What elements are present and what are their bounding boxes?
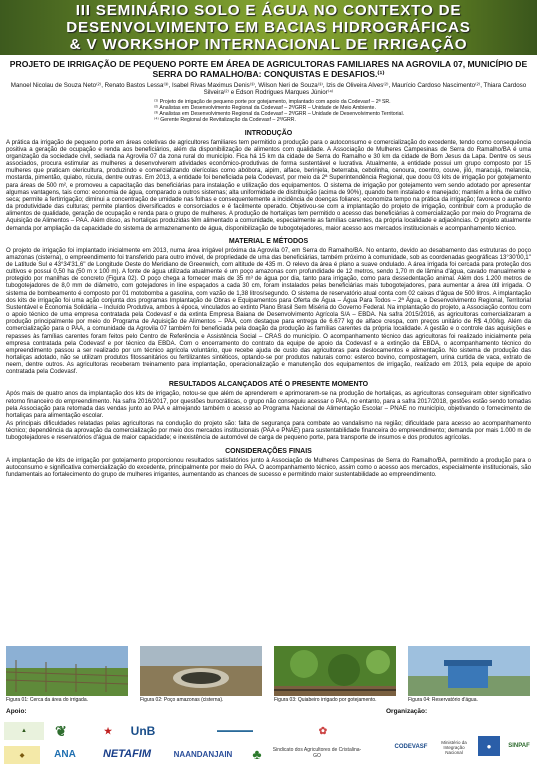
results-text-2: As principais dificuldades relatadas pelas agricultoras na condução do projeto são: falta de segurança para combate ao vandalismo na região; dificuldade para acesso ao acompanhamento técnico; dependência da aprovação da comercialização por meio dos mercados institucionais (PAA e PNAE) para sustentabilidade financeira do empreendimento; demanda por mais 1.000 m de tubogotejadores e reservatórios d'água de maior capacidade; e inexistência de automóvel de carga de pequeno porte, para transporte de insumos e dos produtos agrícolas. [6, 420, 531, 442]
sponsor-logo-1: ▲ [4, 722, 44, 740]
banner-line-3: & V WORKSHOP INTERNACIONAL DE IRRIGAÇÃO [69, 36, 468, 53]
figure-2-image [140, 646, 262, 696]
figure-4-caption: Figura 04: Reservatório d'água. [408, 697, 478, 703]
leaf-icon: ❦ [55, 722, 67, 739]
organization-label: Organização: [386, 708, 428, 715]
figure-3-image [274, 646, 396, 696]
ministerio-logo: Ministério da Integração Nacional [441, 739, 467, 755]
figure-3-caption: Figura 03: Quiabeiro irrigado por gotejamento. [274, 697, 377, 703]
poster-title: PROJETO DE IRRIGAÇÃO DE PEQUENO PORTE EM ÁREA DE AGRICULTORAS FAMILIARES NA AGROVILA 07, MUNICÍPIO DE SERRA DO RAMALHO/BA: CONQUISTAS E DESAFIOS.⁽¹⁾ [9, 59, 528, 79]
tree-icon: ♣ [252, 746, 262, 762]
sinpaf-logo: SINPAF [508, 743, 530, 749]
figure-4-photo [408, 646, 530, 696]
netafim-logo: NETAFIM [102, 748, 152, 760]
author-list: Manoel Nicolau de Souza Neto⁽²⁾, Renato Bastos Lessa⁽³⁾, Isabel Rivas Maximus Denis⁽³⁾, Wilson Neri de Souza⁽³⁾, Izis de Oliveira Alves⁽²⁾, Maurício Cardoso Nascimento⁽²⁾, Thiara Cardoso Silveira⁽²⁾ e Edson Rodrigues Marques Júnior⁽⁴⁾ [10, 82, 527, 97]
figure-4-image [408, 646, 530, 696]
figure-1-image [6, 646, 128, 696]
banner-line-2: DESENVOLVIMENTO EM BACIAS HIDROGRÁFICAS [66, 19, 471, 36]
note-4: ⁽⁴⁾ Gerente Regional de Revitalização da Codevasf – 2ª/GRR. [154, 117, 296, 124]
unb-logo: UnB [130, 724, 156, 738]
naandanjain-logo: NAANDANJAIN [173, 749, 233, 759]
results-heading: RESULTADOS ALCANÇADOS ATÉ O PRESENTE MOMENTO [168, 381, 369, 389]
br-logo: ● [478, 736, 500, 756]
sponsor-logo-6: ✿ [318, 725, 328, 737]
sindicato-logo: Sindicato dos Agricultores de Cristalina-GO [272, 747, 362, 759]
final-text: A implantação de kits de irrigação por gotejamento proporcionou resultados satisfatórios junto à Associação de Mulheres Campesinas de Serra do Ramalho/BA, permitindo a produção para o autoconsumo e significativa comercialização do excedente, principalmente por meio do PAA. O acompanhamento técnico, assim como o acesso aos mercados, especialmente institucionais, são fundamentais ao fortalecimento do grupo de mulheres irrigantes, aumentando as chances de sucesso e permitindo maior sustentabilidade ao empreendimento. [6, 456, 531, 478]
figure-2-caption: Figura 02: Poço amazonas (cisterna). [140, 697, 224, 703]
codevasf-logo: CODEVASF [394, 744, 428, 750]
affiliation-notes [154, 99, 531, 124]
methods-heading: MATERIAL E MÉTODOS [228, 237, 309, 245]
final-heading: CONSIDERAÇÕES FINAIS [225, 447, 312, 455]
figure-strip [6, 646, 531, 704]
sponsor-logo-3: ★ [103, 725, 113, 736]
intro-heading: INTRODUÇÃO [244, 129, 293, 137]
sponsor-logos [0, 718, 537, 766]
sponsor-logo-7: ◆ [4, 746, 40, 764]
note-2: ⁽²⁾ Analistas em Desenvolvimento Regional da Codevasf – 2ª/GRR – Unidade de Meio Ambiente. [154, 105, 376, 112]
figure-3-photo [274, 646, 396, 696]
note-3: ⁽³⁾ Analistas em Desenvolvimento Regional da Codevasf – 2ª/GRR – Unidade de Desenvolvimento Territorial. [154, 111, 405, 118]
figure-1-caption: Figura 01: Cerca da área do irrigada. [6, 697, 88, 703]
sponsor-banner: ▬▬▬▬▬▬ [217, 728, 253, 734]
support-label: Apoio: [6, 708, 27, 715]
intro-text: A prática da irrigação de pequeno porte em áreas coletivas de agricultores familiares tem permitido a produção para o autoconsumo e comercialização do excedente, tendo como consequência positiva a geração de ocupação e renda aos beneficiários, além da disponibilização de alimentos com qualidade. A Associação de Mulheres Campesinas de Serra do Ramalho/BA é uma organização da sociedade civil, sediada na Agrovila 07 da zona rural do município. Fica há 15 km da cidade de Serra do Ramalho e 30 km da cidade de Bom Jesus da Lapa. Dentre os seus associados, procura estimular as mulheres a desenvolverem atividades econômico-produtivas de forma sustentável e lucrativa. Atualmente, a entidade possui um grupo composto por 15 mulheres que praticam olericultura, produzindo e comercializando olerícolas como abóbora, aipim, alface, berinjela, beterraba, cebolinha, cenoura, coentro, couve, jiló, maracujá, melancia, mostarda, pimentão, quiabo, rúcula, dentre outras. Em 2013, a entidade foi beneficiada pela Codevasf, por meio da 2ª Superintendência Regional, que doou 03 kits de irrigação por gotejamento para áreas de 500 m², e promoveu a capacitação das beneficiárias para instalação e utilização dos equipamentos. O sistema de irrigação por gotejamento vem sendo adotado por apresentar algumas vantagens, tais como: economia de água, comparado a outros sistemas; alta uniformidade de distribuição (acima de 90%), quando bem instalado e manejado; mantém a linha de cultivo seca; permite a fertirrigação; diminui a concentração de umidade nas folhas e consequentemente a incidência de doenças foliares; economiza tempo na prática da irrigação; favorece o aumento da produtividade das culturas; permite plantios diversificados e consorciados e é facilmente operado. Objetivou-se com a implantação do projeto de irrigação, contribuir com a produção de alimentos de qualidade, geração de ocupação e renda para o grupo de mulheres. A produção de hortaliças tem permitido o acesso das beneficiárias à comercialização por meio do Programa de Aquisição de Alimentos – PAA. Além disso, as hortaliças produzidas têm alimentado a comunidade, especialmente as famílias carentes, da própria localidade e adjacências. O projeto atualmente demanda por ampliação da capacidade do sistema de armazenamento de água, disponibilização de tubogotejadores, maior acesso aos mercados institucionais e acompanhamento técnico. [6, 138, 531, 232]
banner-line-1: III SEMINÁRIO SOLO E ÁGUA NO CONTEXTO DE [75, 2, 462, 19]
figure-1-photo [6, 646, 128, 696]
event-banner [0, 0, 537, 55]
figure-2-photo [140, 646, 262, 696]
methods-text: O projeto de irrigação foi implantado inicialmente em 2013, numa área irrigável próxima da Agrovila 07, em Serra do Ramalho/BA. No entanto, devido ao desabamento das estruturas do poço amazonas (cisterna), o empreendimento foi transferido para outro imóvel, de propriedade de uma das beneficiárias, também próximo à comunidade, sob as coordenadas geográficas 13°30'00,1'' de Latitude Sul e 43°34'31,6'' de Longitude Oeste do Meridiano de Greenwich, com altitude de 435 m. O relevo da área é plano a suave ondulado. A área irrigada foi cercada para proteção dos cultivos e possui 0,50 ha (50 m x 100 m). A fonte de água utilizada atualmente é um poço amazonas com profundidade de 12 metros, sendo 1,70 m de lâmina d'água, cavado manualmente e protegido por manilhas de concreto (Figura 02). O poço chega a fornecer mais de 35 m³ de água por dia, tanto para irrigação, como para dessedentação animal. Além dos 1.200 metros de tubogotejadores de 8,0 mm de diâmetro, com gotejadores in line espaçados a cada 30 cm, foram instalados pelas beneficiárias mais tubogotejadores, para aumentar a área útil irrigada. O sistema de bombeamento é composto por 01 motobomba a gasolina, com vazão de 1,38 litros/segundo. O sistema de reservatório atual conta com 02 caixas d'água de 500 litros. A implantação dos kits de irrigação foi uma ação conjunta dos programas Implantação de Obras e Equipamentos para Oferta de Água – Água Para Todos – 2ª Água, e Desenvolvimento Regional, Territorial Sustentável e Economia Solidária – Incluído Produtiva, ambos à época, vinculados ao extinto Plano Brasil Sem Miséria do Governo Federal. Na implantação do projeto, a Associação contou com o apoio técnico de uma empresa contratada pela Codevasf e da extinta Empresa Baiana de Desenvolvimento Agrícola S/A – EBDA. Na safra 2015/2016, as agricultoras comercializaram a produção principalmente por meio do Programa de Aquisição de Alimentos – PAA, com destaque para entrega de 6.677 kg de alface crespa, com preços unitário de R$ 4,00/kg. Além da comercialização para o PAA, a comunidade da Agrovila 07 também foi beneficiada pela doação da produção às famílias carentes da própria localidade. A gestão e o controle das aquisições e repasses às famílias carentes foram feitos pelo Centro de Referência e Assistência Social – CRAS do município. O acompanhamento técnico das agricultoras foi realizado inicialmente pela empresa contratada pela Codevasf e por técnico da EBDA. Com o encerramento do contrato da equipe de apoio da Codevasf e a extinção da EBDA, o acompanhamento técnico do empreendimento passou a ser realizado por um técnico agrícola voluntário, que recebe ajuda de custo das agricultoras para deslocamentos e alimentação. No sistema de produção das hortaliças adotado, não se utilizam produtos fitossanitários ou fertilizantes sintéticos, optando-se por produtos naturais como: esterco bovino, compostagem, urina curtida de vaca, extrato de neem, dentre outros. As agricultoras receberam treinamento para implantação, operacionalização e manutenção dos equipamentos de irrigação, realizado em 2013, pela equipe de apoio contratada pela Codevasf. [6, 246, 531, 376]
poster-body [6, 58, 531, 478]
note-1: ⁽¹⁾ Projeto de irrigação de pequeno porte por gotejamento, implantado com apoio da Codevasf – 2ª SR. [154, 98, 391, 105]
ana-logo: ANA [54, 748, 76, 760]
results-text-1: Após mais de quatro anos da implantação dos kits de irrigação, notou-se que além de aprenderem e aprimorarem-se na produção de hortaliças, as agricultoras conseguiram obter significativo retorno financeiro do empreendimento. Na safra 2016/2017, por questões burocráticas, o grupo não conseguiu acessar o PAA, no entanto, para a safra 2017/2018, gestões estão sendo tomadas pela Associação para retomada das vendas junto ao PAA e almejando também o acesso ao Programa Nacional de Alimentação Escolar – PNAE no município, objetivando o fornecimento de hortaliças para alimentação escolar. [6, 390, 531, 419]
